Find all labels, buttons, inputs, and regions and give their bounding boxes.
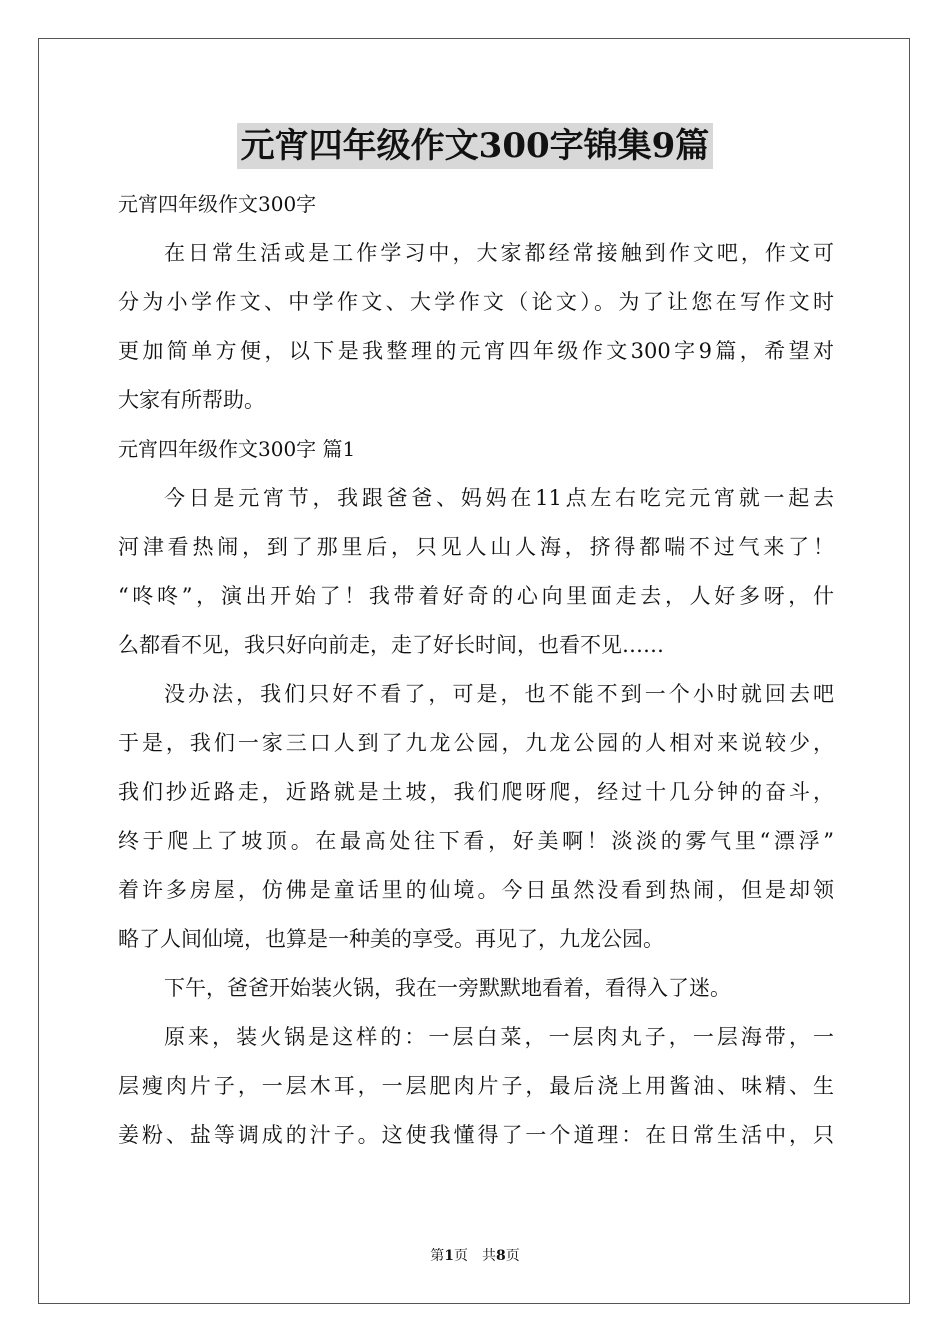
page-suffix: 页 [454, 1248, 468, 1264]
paragraph-line: 姜粉、盐等调成的汁子。这使我懂得了一个道理：在日常生活中，只 [118, 1123, 834, 1147]
paragraph-line: 河津看热闹，到了那里后，只见人山人海，挤得都喘不过气来了！ [118, 535, 834, 559]
paragraph-line: 么都看不见，我只好向前走，走了好长时间，也看不见…… [118, 633, 664, 657]
paragraph-line: 着许多房屋，仿佛是童话里的仙境。今日虽然没看到热闹，但是却领 [118, 878, 834, 902]
total-prefix: 共 [482, 1248, 496, 1264]
page-prefix: 第 [430, 1248, 445, 1264]
paragraph-line: “咚咚”，演出开始了！我带着好奇的心向里面走去，人好多呀，什 [118, 584, 834, 608]
section-heading: 元宵四年级作文300字 篇1 [118, 437, 356, 461]
current-page-number: 1 [444, 1248, 454, 1264]
paragraph-line: 在日常生活或是工作学习中，大家都经常接触到作文吧，作文可 [164, 241, 834, 265]
paragraph-line: 原来，装火锅是这样的：一层白菜，一层肉丸子，一层海带，一 [164, 1025, 834, 1049]
paragraph-line: 我们抄近路走，近路就是土坡，我们爬呀爬，经过十几分钟的奋斗， [118, 780, 834, 804]
paragraph-line: 略了人间仙境，也算是一种美的享受。再见了，九龙公园。 [118, 927, 664, 951]
total-suffix: 页 [505, 1248, 520, 1264]
total-page-number: 8 [496, 1248, 506, 1264]
paragraph-line: 今日是元宵节，我跟爸爸、妈妈在11点左右吃完元宵就一起去 [164, 486, 834, 510]
paragraph-line: 下午，爸爸开始装火锅，我在一旁默默地看着，看得入了迷。 [164, 976, 731, 1000]
document-title: 元宵四年级作文300字锦集9篇 [237, 123, 714, 169]
paragraph-line: 大家有所帮助。 [118, 388, 265, 412]
paragraph-line: 层瘦肉片子，一层木耳，一层肥肉片子，最后浇上用酱油、味精、生 [118, 1074, 834, 1098]
paragraph-line: 分为小学作文、中学作文、大学作文（论文）。为了让您在写作文时 [118, 290, 834, 314]
page-footer [0, 1246, 950, 1266]
paragraph-line: 于是，我们一家三口人到了九龙公园，九龙公园的人相对来说较少， [118, 731, 834, 755]
paragraph-line: 终于爬上了坡顶。在最高处往下看，好美啊！淡淡的雾气里“漂浮” [118, 829, 834, 853]
paragraph-line: 没办法，我们只好不看了，可是，也不能不到一个小时就回去吧 [164, 682, 834, 706]
section-heading: 元宵四年级作文300字 [118, 192, 317, 216]
document-body [118, 180, 834, 1160]
title-container [0, 123, 950, 169]
paragraph-line: 更加简单方便，以下是我整理的元宵四年级作文300字9篇，希望对 [118, 339, 834, 363]
